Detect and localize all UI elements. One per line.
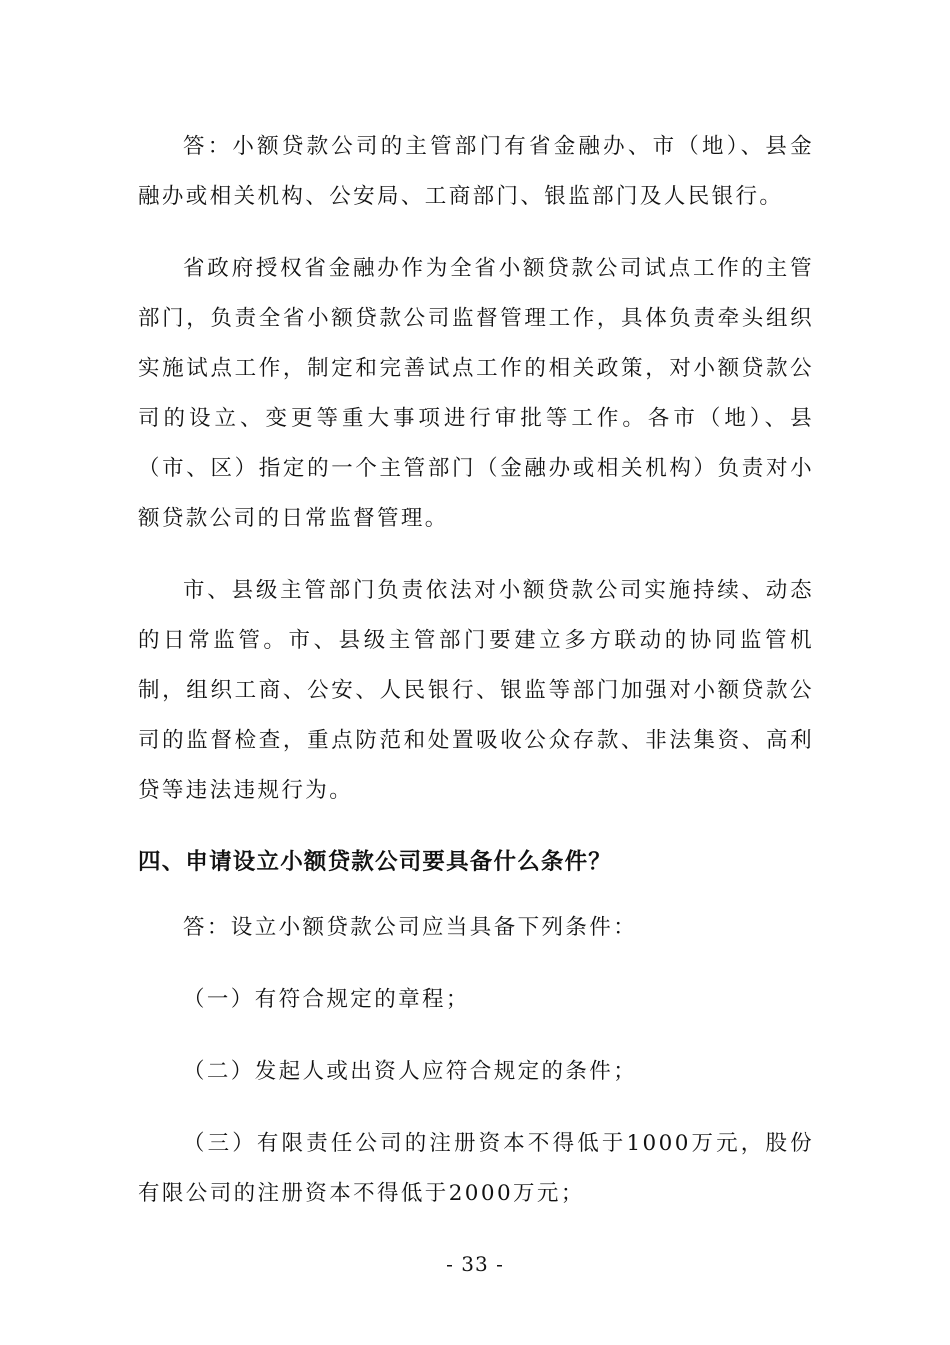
section-heading-4: 四、申请设立小额贷款公司要具备什么条件？ <box>138 849 613 875</box>
condition-item-3: （三）有限责任公司的注册资本不得低于1000万元，股份有限公司的注册资本不得低于2000万元； <box>138 1131 814 1206</box>
condition-item-1: （一）有符合规定的章程； <box>183 987 470 1012</box>
section-4-answer: 答：设立小额贷款公司应当具备下列条件： <box>183 915 638 940</box>
condition-item-2: （二）发起人或出资人应符合规定的条件； <box>183 1059 638 1084</box>
paragraph-local-supervision: 市、县级主管部门负责依法对小额贷款公司实施持续、动态的日常监管。市、县级主管部门要建立多方联动的协同监管机制，组织工商、公安、人民银行、银监等部门加强对小额贷款公司的监督检查，重点防范和处置吸收公众存款、非法集资、高利贷等违法违规行为。 <box>138 578 814 803</box>
answer-paragraph-supervisory-departments: 答：小额贷款公司的主管部门有省金融办、市（地）、县金融办或相关机构、公安局、工商部门、银监部门及人民银行。 <box>138 134 814 209</box>
paragraph-provincial-authorization: 省政府授权省金融办作为全省小额贷款公司试点工作的主管部门，负责全省小额贷款公司监督管理工作，具体负责牵头组织实施试点工作，制定和完善试点工作的相关政策，对小额贷款公司的设立、变更等重大事项进行审批等工作。各市（地）、县（市、区）指定的一个主管部门（金融办或相关机构）负责对小额贷款公司的日常监督管理。 <box>138 256 814 531</box>
page-content <box>138 122 814 1219</box>
page-number: - 33 - <box>446 1252 504 1276</box>
